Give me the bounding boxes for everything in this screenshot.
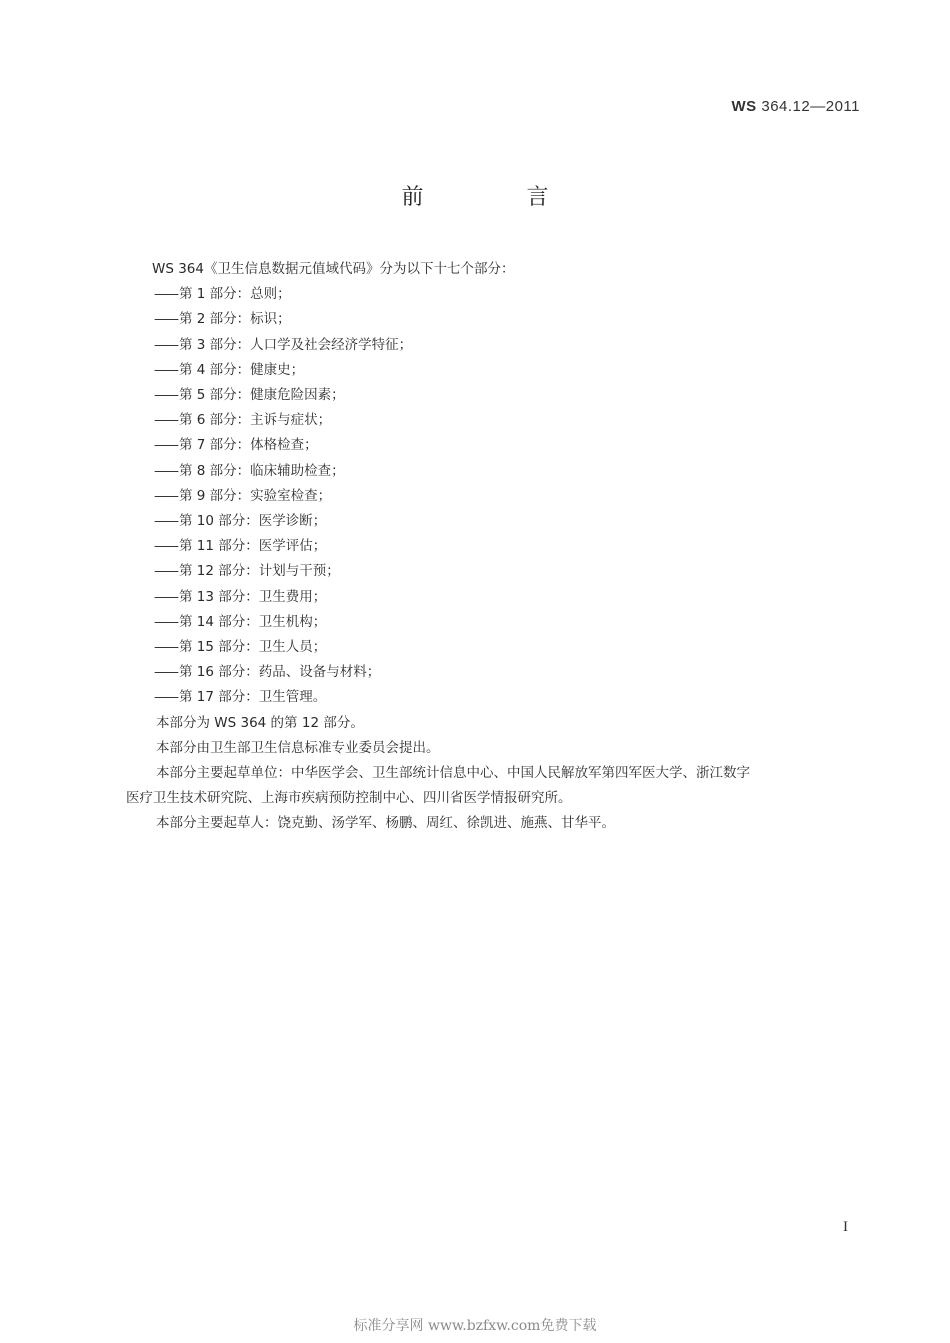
list-item	[152, 685, 872, 710]
part-label: 第 9 部分：实验室检查；	[179, 487, 332, 504]
part-label: 第 13 部分：卫生费用；	[179, 588, 327, 605]
drafting-units-line-1: 本部分主要起草单位：中华医学会、卫生部统计信息中心、中国人民解放军第四军医大学、浙江数字	[156, 765, 750, 782]
em-dash: ——	[154, 336, 177, 353]
list-item	[152, 610, 872, 635]
em-dash: ——	[154, 538, 177, 555]
em-dash: ——	[154, 639, 177, 656]
part-label: 第 8 部分：临床辅助检查；	[179, 462, 345, 479]
em-dash: ——	[154, 664, 177, 681]
proposed-by-statement: 本部分由卫生部卫生信息标准专业委员会提出。	[156, 739, 440, 756]
list-item	[152, 660, 872, 685]
list-item	[152, 408, 872, 433]
em-dash: ——	[154, 286, 177, 303]
part-label: 第 17 部分：卫生管理。	[179, 689, 327, 706]
standard-prefix: WS	[731, 98, 757, 115]
em-dash: ——	[154, 689, 177, 706]
intro-paragraph: WS 364《卫生信息数据元值域代码》分为以下十七个部分：	[152, 261, 515, 277]
list-item	[152, 433, 872, 458]
part-label: 第 5 部分：健康危险因素；	[179, 387, 345, 404]
drafting-units-statement	[126, 761, 872, 811]
part-label: 第 2 部分：标识；	[179, 311, 291, 328]
em-dash: ——	[154, 588, 177, 605]
part-label: 第 10 部分：医学诊断；	[179, 513, 327, 530]
part-label: 第 1 部分：总则；	[179, 286, 291, 303]
em-dash: ——	[154, 487, 177, 504]
list-item	[152, 459, 872, 484]
em-dash: ——	[154, 462, 177, 479]
part-label: 第 11 部分：医学评估；	[179, 538, 327, 555]
list-item	[152, 509, 872, 534]
part-label: 第 6 部分：主诉与症状；	[179, 412, 332, 429]
part-label: 第 3 部分：人口学及社会经济学特征；	[179, 336, 413, 353]
watermark-text: 标准分享网 www.bzfxw.com免费下载	[353, 1318, 597, 1334]
page-number: I	[843, 1219, 848, 1235]
list-item	[152, 358, 872, 383]
em-dash: ——	[154, 412, 177, 429]
page-title: 前 言	[401, 185, 597, 210]
standard-number: 364.12—2011	[761, 98, 860, 115]
em-dash: ——	[154, 387, 177, 404]
em-dash: ——	[154, 361, 177, 378]
parts-list	[152, 282, 872, 710]
part-of-statement: 本部分为 WS 364 的第 12 部分。	[156, 714, 364, 731]
list-item	[152, 383, 872, 408]
standard-code	[732, 98, 860, 115]
drafting-units-line-2: 医疗卫生技术研究院、上海市疾病预防控制中心、四川省医学情报研究所。	[126, 790, 572, 807]
em-dash: ——	[154, 437, 177, 454]
document-body	[126, 257, 872, 837]
part-label: 第 12 部分：计划与干预；	[179, 563, 340, 580]
list-item	[152, 282, 872, 307]
list-item	[152, 585, 872, 610]
em-dash: ——	[154, 563, 177, 580]
list-item	[152, 559, 872, 584]
list-item	[152, 635, 872, 660]
list-item	[152, 484, 872, 509]
drafters-statement: 本部分主要起草人：饶克勤、汤学军、杨鹏、周红、徐凯进、施燕、甘华平。	[156, 815, 615, 832]
part-label: 第 4 部分：健康史；	[179, 361, 305, 378]
part-label: 第 14 部分：卫生机构；	[179, 613, 327, 630]
em-dash: ——	[154, 613, 177, 630]
list-item	[152, 333, 872, 358]
list-item	[152, 534, 872, 559]
list-item	[152, 307, 872, 332]
part-label: 第 15 部分：卫生人员；	[179, 639, 327, 656]
part-label: 第 7 部分：体格检查；	[179, 437, 318, 454]
em-dash: ——	[154, 311, 177, 328]
part-label: 第 16 部分：药品、设备与材料；	[179, 664, 381, 681]
em-dash: ——	[154, 513, 177, 530]
